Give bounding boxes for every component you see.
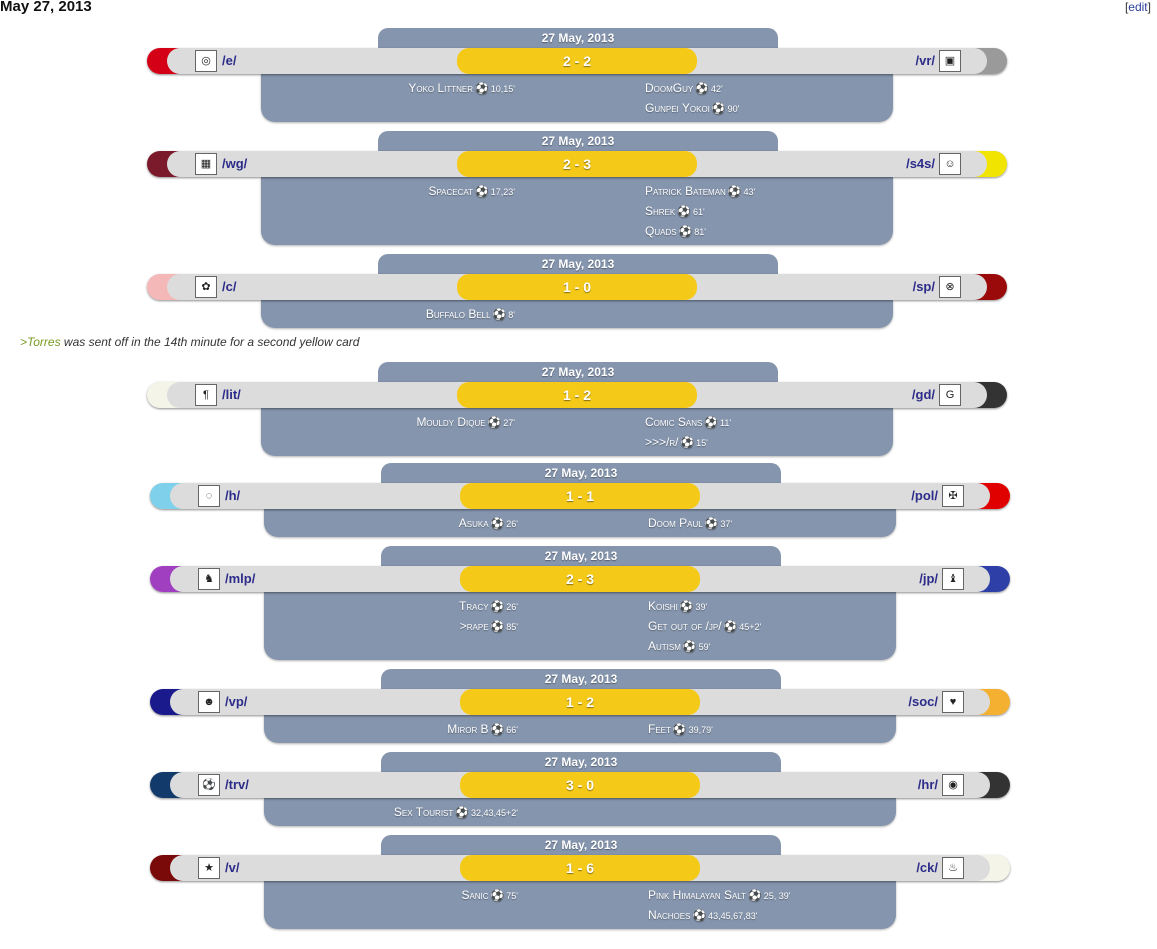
football-icon: ⚽ xyxy=(490,601,505,613)
edit-link[interactable]: edit xyxy=(1128,0,1148,14)
scorer-name: DoomGuy xyxy=(645,81,694,95)
match-card xyxy=(0,463,1157,557)
goal-minute: 45+2' xyxy=(739,622,762,632)
home-scorers xyxy=(261,304,515,324)
goal-entry xyxy=(645,181,905,201)
match-card xyxy=(0,752,1157,846)
away-board-link[interactable]: /pol/ xyxy=(911,488,938,503)
away-heart-icon[interactable]: ♥ xyxy=(942,691,964,713)
away-scorers xyxy=(645,78,905,118)
home-scorers xyxy=(264,596,518,636)
goal-entry xyxy=(645,98,905,118)
away-scorers xyxy=(645,181,905,241)
match-score: 1 - 0 xyxy=(457,274,697,300)
scoreline-bar xyxy=(150,772,1010,798)
home-color-cap xyxy=(147,274,197,300)
goal-entry xyxy=(264,719,518,739)
home-scorers xyxy=(264,513,518,533)
football-icon: ⚽ xyxy=(490,890,505,902)
away-scorers xyxy=(648,513,908,533)
match-date: 27 May, 2013 xyxy=(378,254,778,274)
goal-minute: 8' xyxy=(508,310,515,320)
match-date: 27 May, 2013 xyxy=(378,131,778,151)
scorer-name: Pink Himalayan Salt xyxy=(648,888,747,902)
match-score: 2 - 3 xyxy=(460,566,700,592)
home-scorers xyxy=(264,885,518,905)
away-scorers xyxy=(648,885,908,925)
away-scorers xyxy=(648,719,908,739)
goal-entry xyxy=(648,905,908,925)
away-board-link[interactable]: /soc/ xyxy=(908,694,938,709)
edit-link-wrapper: [edit] xyxy=(1124,0,1151,14)
scoreline-bar xyxy=(150,689,1010,715)
scorer-name: Sex Tourist xyxy=(393,805,454,819)
goal-entry xyxy=(648,616,908,636)
home-circle-icon[interactable]: ◎ xyxy=(195,50,217,72)
home-board-link[interactable]: /trv/ xyxy=(225,777,249,792)
away-color-cap xyxy=(960,566,1010,592)
home-board-link[interactable]: /e/ xyxy=(222,53,237,68)
scorer-name: Gunpei Yokoi xyxy=(645,101,710,115)
goal-minute: 39,79' xyxy=(688,725,713,735)
scorer-name: Autism xyxy=(648,639,681,653)
home-color-cap xyxy=(147,48,197,74)
match-score: 1 - 2 xyxy=(460,689,700,715)
scorer-name: Tracy xyxy=(459,599,489,613)
scorer-name: Buffalo Bell xyxy=(425,307,491,321)
goal-entry xyxy=(645,221,905,241)
goal-minute: 37' xyxy=(720,519,733,529)
home-scorers xyxy=(264,802,518,822)
home-color-cap xyxy=(150,855,200,881)
goal-entry xyxy=(645,412,905,432)
football-icon: ⚽ xyxy=(475,186,489,198)
scorer-name: Comic Sans xyxy=(645,415,703,429)
home-color-cap xyxy=(150,689,200,715)
home-scorers xyxy=(261,181,515,201)
away-face-icon[interactable]: ☺ xyxy=(939,153,961,175)
match-card xyxy=(0,669,1157,763)
match-score: 3 - 0 xyxy=(460,772,700,798)
football-icon: ⚽ xyxy=(704,417,719,429)
scorer-name: Spacecat xyxy=(428,184,474,198)
goal-entry xyxy=(648,513,908,533)
goal-entry xyxy=(261,78,515,98)
football-icon: ⚽ xyxy=(711,103,726,115)
home-anime-girl-icon[interactable]: ✿ xyxy=(195,276,217,298)
scoreline-bar xyxy=(150,566,1010,592)
home-pony-icon[interactable]: ♞ xyxy=(198,568,220,590)
goal-minute: 43' xyxy=(743,187,756,197)
goal-entry xyxy=(645,432,905,452)
scorer-name: Get out of /jp/ xyxy=(648,619,722,633)
match-note xyxy=(20,335,359,349)
scoreline-bar xyxy=(147,274,1007,300)
away-color-cap xyxy=(960,772,1010,798)
match-date: 27 May, 2013 xyxy=(381,669,781,689)
goal-minute: 85' xyxy=(506,622,518,632)
football-icon: ⚽ xyxy=(492,309,507,321)
goal-minute: 61' xyxy=(692,207,705,217)
home-scorers xyxy=(261,78,515,98)
scoreline-bar xyxy=(150,483,1010,509)
home-board-link[interactable]: /wg/ xyxy=(222,156,248,171)
home-wallpaper-icon[interactable]: ▦ xyxy=(195,153,217,175)
scorer-name: Quads xyxy=(645,224,677,238)
goal-entry xyxy=(264,513,518,533)
football-icon: ⚽ xyxy=(692,910,707,922)
goal-entry xyxy=(645,78,905,98)
goal-minute: 26' xyxy=(506,519,518,529)
scorer-name: Miror B xyxy=(447,722,489,736)
away-color-cap xyxy=(957,151,1007,177)
goal-entry xyxy=(648,636,908,656)
scorer-name: Yoko Littner xyxy=(408,81,474,95)
football-icon: ⚽ xyxy=(490,518,505,530)
note-greentext[interactable]: >Torres xyxy=(20,335,61,349)
match-card xyxy=(0,28,1157,122)
football-icon: ⚽ xyxy=(679,601,694,613)
goal-entry xyxy=(648,596,908,616)
goal-minute: 59' xyxy=(698,642,711,652)
scorer-name: Sanic xyxy=(461,888,489,902)
home-trainer-icon[interactable]: ☻ xyxy=(198,691,220,713)
home-ball-icon[interactable]: ⚽ xyxy=(198,774,220,796)
away-color-cap xyxy=(960,689,1010,715)
away-hr-logo-icon[interactable]: ◉ xyxy=(942,774,964,796)
page-title: May 27, 2013 xyxy=(0,0,92,15)
match-date: 27 May, 2013 xyxy=(378,362,778,382)
match-score: 2 - 3 xyxy=(457,151,697,177)
goal-entry xyxy=(261,304,515,324)
scoreline-bar xyxy=(147,151,1007,177)
scorer-name: Shrek xyxy=(645,204,676,218)
football-icon: ⚽ xyxy=(490,621,505,633)
home-scorers xyxy=(264,719,518,739)
scorer-name: >rape xyxy=(459,619,489,633)
goal-minute: 90' xyxy=(727,104,740,114)
scorer-name: Nachoes xyxy=(648,908,691,922)
goal-minute: 39' xyxy=(695,602,708,612)
goal-entry xyxy=(648,885,908,905)
home-board-link[interactable]: /lit/ xyxy=(222,387,241,402)
goal-entry xyxy=(264,596,518,616)
home-board-link[interactable]: /c/ xyxy=(222,279,237,294)
note-text: was sent off in the 14th minute for a second yellow card xyxy=(60,335,360,349)
away-crest-icon[interactable]: ⊗ xyxy=(939,276,961,298)
match-date: 27 May, 2013 xyxy=(381,835,781,855)
home-board-link[interactable]: /h/ xyxy=(225,488,241,503)
match-date: 27 May, 2013 xyxy=(381,463,781,483)
football-icon: ⚽ xyxy=(490,724,505,736)
match-score: 1 - 6 xyxy=(460,855,700,881)
away-crow-icon[interactable]: ♝ xyxy=(942,568,964,590)
football-icon: ⚽ xyxy=(677,206,691,218)
goal-minute: 75' xyxy=(506,891,518,901)
goal-entry xyxy=(261,181,515,201)
away-color-cap xyxy=(957,274,1007,300)
home-board-link[interactable]: /v/ xyxy=(225,860,240,875)
goal-minute: 11' xyxy=(720,418,732,428)
away-color-cap xyxy=(960,483,1010,509)
home-board-link[interactable]: /mlp/ xyxy=(225,571,256,586)
match-card xyxy=(0,254,1157,348)
away-color-cap xyxy=(957,48,1007,74)
goal-minute: 81' xyxy=(694,227,706,237)
goal-entry xyxy=(264,616,518,636)
goal-minute: 25, 39' xyxy=(763,891,791,901)
match-card xyxy=(0,835,1157,949)
match-date: 27 May, 2013 xyxy=(381,546,781,566)
away-board-link[interactable]: /s4s/ xyxy=(906,156,935,171)
match-score: 2 - 2 xyxy=(457,48,697,74)
away-board-link[interactable]: /jp/ xyxy=(919,571,938,586)
football-icon: ⚽ xyxy=(672,724,687,736)
goal-minute: 42' xyxy=(710,84,723,94)
home-lit-logo-icon[interactable]: ¶ xyxy=(195,384,217,406)
home-color-cap xyxy=(150,566,200,592)
away-board-link[interactable]: /ck/ xyxy=(916,860,938,875)
football-icon: ⚽ xyxy=(678,226,693,238)
match-card xyxy=(0,362,1157,476)
football-icon: ⚽ xyxy=(704,518,719,530)
home-bubble-icon[interactable]: ◌ xyxy=(198,485,220,507)
football-icon: ⚽ xyxy=(487,417,502,429)
football-icon: ⚽ xyxy=(682,641,697,653)
match-card xyxy=(0,131,1157,265)
away-scorers xyxy=(648,596,908,656)
football-icon: ⚽ xyxy=(695,83,709,95)
goal-entry xyxy=(264,885,518,905)
away-chef-icon[interactable]: ♨ xyxy=(942,857,964,879)
away-color-cap xyxy=(957,382,1007,408)
away-board-link[interactable]: /gd/ xyxy=(911,387,935,402)
scorer-name: Doom Paul xyxy=(648,516,703,530)
football-icon: ⚽ xyxy=(455,807,469,819)
goal-minute: 10,15' xyxy=(490,84,515,94)
match-card xyxy=(0,546,1157,680)
goal-minute: 66' xyxy=(506,725,518,735)
goal-entry xyxy=(648,719,908,739)
football-icon: ⚽ xyxy=(727,186,742,198)
home-color-cap xyxy=(150,483,200,509)
scorer-name: Koishi xyxy=(648,599,678,613)
match-date: 27 May, 2013 xyxy=(378,28,778,48)
football-icon: ⚽ xyxy=(680,437,695,449)
away-board-link[interactable]: /hr/ xyxy=(917,777,938,792)
away-cross-emblem-icon[interactable]: ✠ xyxy=(942,485,964,507)
goal-minute: 43,45,67,83' xyxy=(708,911,758,921)
away-board-link[interactable]: /sp/ xyxy=(912,279,935,294)
scorer-name: Mouldy Dique xyxy=(416,415,486,429)
goal-minute: 32,43,45+2' xyxy=(470,808,518,818)
away-vr-logo-icon[interactable]: ▣ xyxy=(939,50,961,72)
scorer-name: Asuka xyxy=(458,516,489,530)
goal-entry xyxy=(261,412,515,432)
scoreline-bar xyxy=(150,855,1010,881)
goal-minute: 17,23' xyxy=(490,187,515,197)
goal-minute: 15' xyxy=(696,438,708,448)
home-color-cap xyxy=(147,151,197,177)
match-score: 1 - 2 xyxy=(457,382,697,408)
away-board-link[interactable]: /vr/ xyxy=(915,53,935,68)
away-scorers xyxy=(645,412,905,452)
scorer-name: >>>/r/ xyxy=(645,435,679,449)
goal-minute: 26' xyxy=(506,602,518,612)
goal-minute: 27' xyxy=(503,418,515,428)
scoreline-bar xyxy=(147,48,1007,74)
football-icon: ⚽ xyxy=(748,890,762,902)
home-color-cap xyxy=(150,772,200,798)
home-color-cap xyxy=(147,382,197,408)
home-gta-logo-icon[interactable]: ★ xyxy=(198,857,220,879)
football-icon: ⚽ xyxy=(475,83,489,95)
home-scorers xyxy=(261,412,515,432)
scorer-name: Patrick Bateman xyxy=(645,184,726,198)
match-score: 1 - 1 xyxy=(460,483,700,509)
away-gd-logo-icon[interactable]: G xyxy=(939,384,961,406)
football-icon: ⚽ xyxy=(723,621,738,633)
match-date: 27 May, 2013 xyxy=(381,752,781,772)
scoreline-bar xyxy=(147,382,1007,408)
away-color-cap xyxy=(960,855,1010,881)
scorer-name: Feet xyxy=(648,722,671,736)
home-board-link[interactable]: /vp/ xyxy=(225,694,248,709)
goal-entry xyxy=(264,802,518,822)
goal-entry xyxy=(645,201,905,221)
